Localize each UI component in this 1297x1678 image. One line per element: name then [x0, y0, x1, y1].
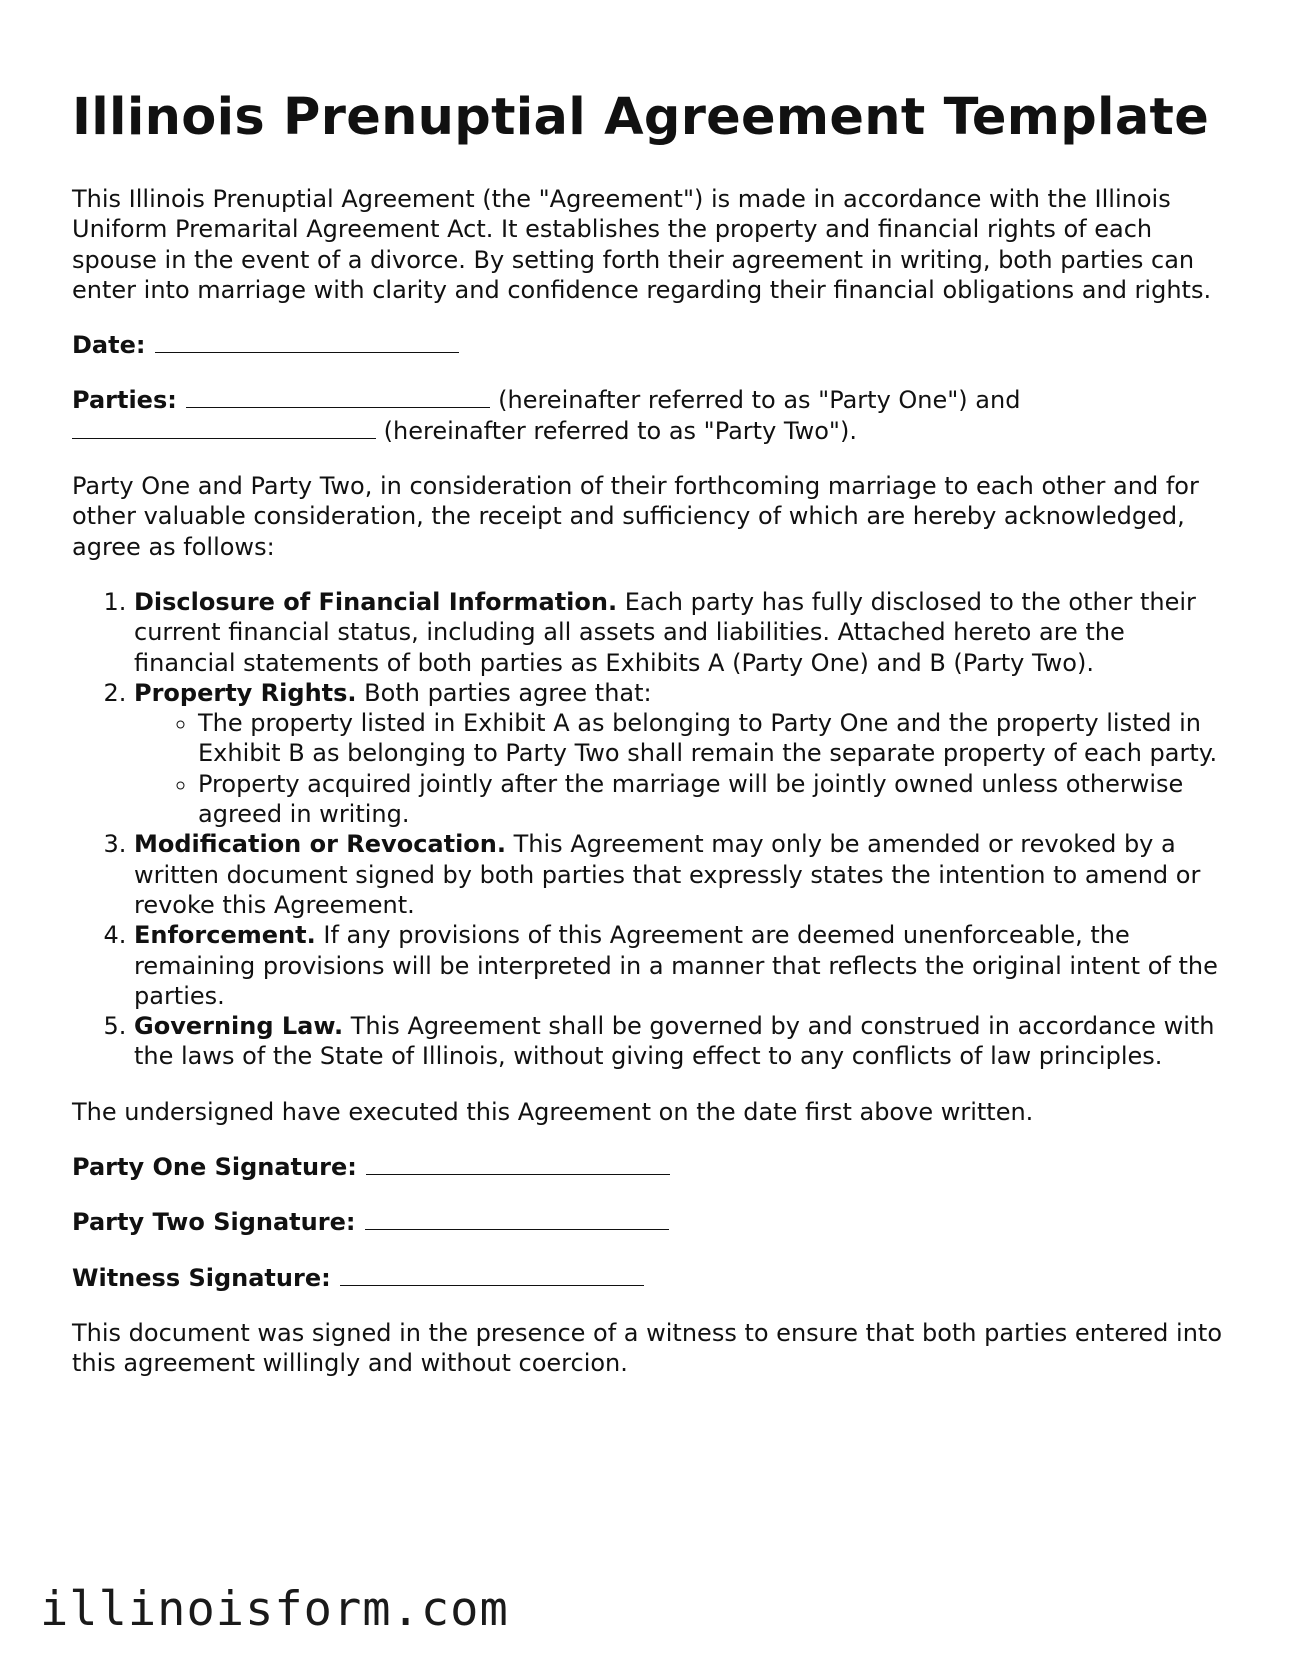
sub-item: ◦ Property acquired jointly after the marriage will be jointly owned unless otherwise agreed in writing.	[198, 769, 1232, 830]
section-text: This Agreement shall be governed by and construed in accordance with the laws of the State of Illinois, without giving effect to any conflicts of law principles.	[134, 1012, 1215, 1071]
party-one-signature-label: Party One Signature:	[72, 1153, 357, 1182]
agreement-sections	[72, 587, 1232, 1072]
party-two-name-blank[interactable]	[72, 418, 376, 439]
witness-note: This document was signed in the presence of a witness to ensure that both parties entered into this agreement willingly and without coercion.	[72, 1318, 1223, 1378]
section-item	[134, 1011, 1232, 1072]
witness-signature-blank[interactable]	[340, 1265, 644, 1286]
footer-watermark: illinoisform.com	[40, 1582, 509, 1637]
section-heading: Property Rights.	[134, 678, 357, 707]
party-one-name-blank[interactable]	[186, 387, 490, 408]
witness-signature-label: Witness Signature:	[72, 1263, 331, 1292]
section-text: Both parties agree that:	[364, 678, 652, 707]
party-one-signature-blank[interactable]	[366, 1154, 670, 1175]
property-rights-list	[134, 708, 1232, 829]
section-heading: Enforcement.	[134, 921, 316, 950]
section-heading: Disclosure of Financial Information.	[134, 587, 618, 616]
parties-line	[72, 385, 1232, 446]
section-item	[134, 829, 1232, 920]
document-title: Illinois Prenuptial Agreement Template	[72, 88, 1210, 147]
parties-label: Parties:	[72, 386, 177, 415]
party-one-signature-line	[72, 1152, 1232, 1182]
section-item	[134, 920, 1232, 1011]
party-one-text: (hereinafter referred to as "Party One") and	[498, 386, 1021, 415]
date-blank[interactable]	[155, 332, 459, 353]
section-text: This Agreement may only be amended or revoked by a written document signed by both parties that expressly states the intention to amend or revoke this Agreement.	[134, 830, 1201, 919]
intro-paragraph: This Illinois Prenuptial Agreement (the "Agreement") is made in accordance with the Illinois Uniform Premarital Agreement Act. It establishes the property and financial rights of each spouse in the event of a divorce. By setting forth their agreement in writing, both parties can enter into marriage with clarity and confidence regarding their financial obligations and rights.	[72, 185, 1212, 304]
witness-signature-line	[72, 1263, 1232, 1293]
sub-item: ◦ The property listed in Exhibit A as belonging to Party One and the property listed in Exhibit B as belonging to Party Two shall remain the separate property of each party.	[198, 708, 1232, 769]
date-line	[72, 330, 1232, 360]
section-text: If any provisions of this Agreement are deemed unenforceable, the remaining provisions will be interpreted in a manner that reflects the original intent of the parties.	[134, 921, 1218, 1010]
party-two-signature-line	[72, 1207, 1232, 1237]
section-item	[134, 587, 1232, 678]
section-heading: Governing Law.	[134, 1012, 344, 1041]
consideration-paragraph: Party One and Party Two, in consideration of their forthcoming marriage to each other and for other valuable consideration, the receipt and sufficiency of which are hereby acknowledged, agree as follows:	[72, 472, 1199, 561]
execution-paragraph: The undersigned have executed this Agreement on the date first above written.	[72, 1097, 1034, 1126]
section-text: Each party has fully disclosed to the other their current financial status, including all assets and liabilities. Attached hereto are the financial statements of both parties as Exhibits A (Party One) and B (Party Two).	[134, 587, 1196, 677]
party-two-signature-blank[interactable]	[365, 1209, 669, 1230]
date-label: Date:	[72, 331, 146, 360]
party-two-text: (hereinafter referred to as "Party Two").	[383, 416, 857, 445]
section-heading: Modification or Revocation.	[134, 830, 506, 859]
document-page	[72, 86, 1232, 1404]
section-item	[134, 678, 1232, 829]
party-two-signature-label: Party Two Signature:	[72, 1208, 356, 1237]
